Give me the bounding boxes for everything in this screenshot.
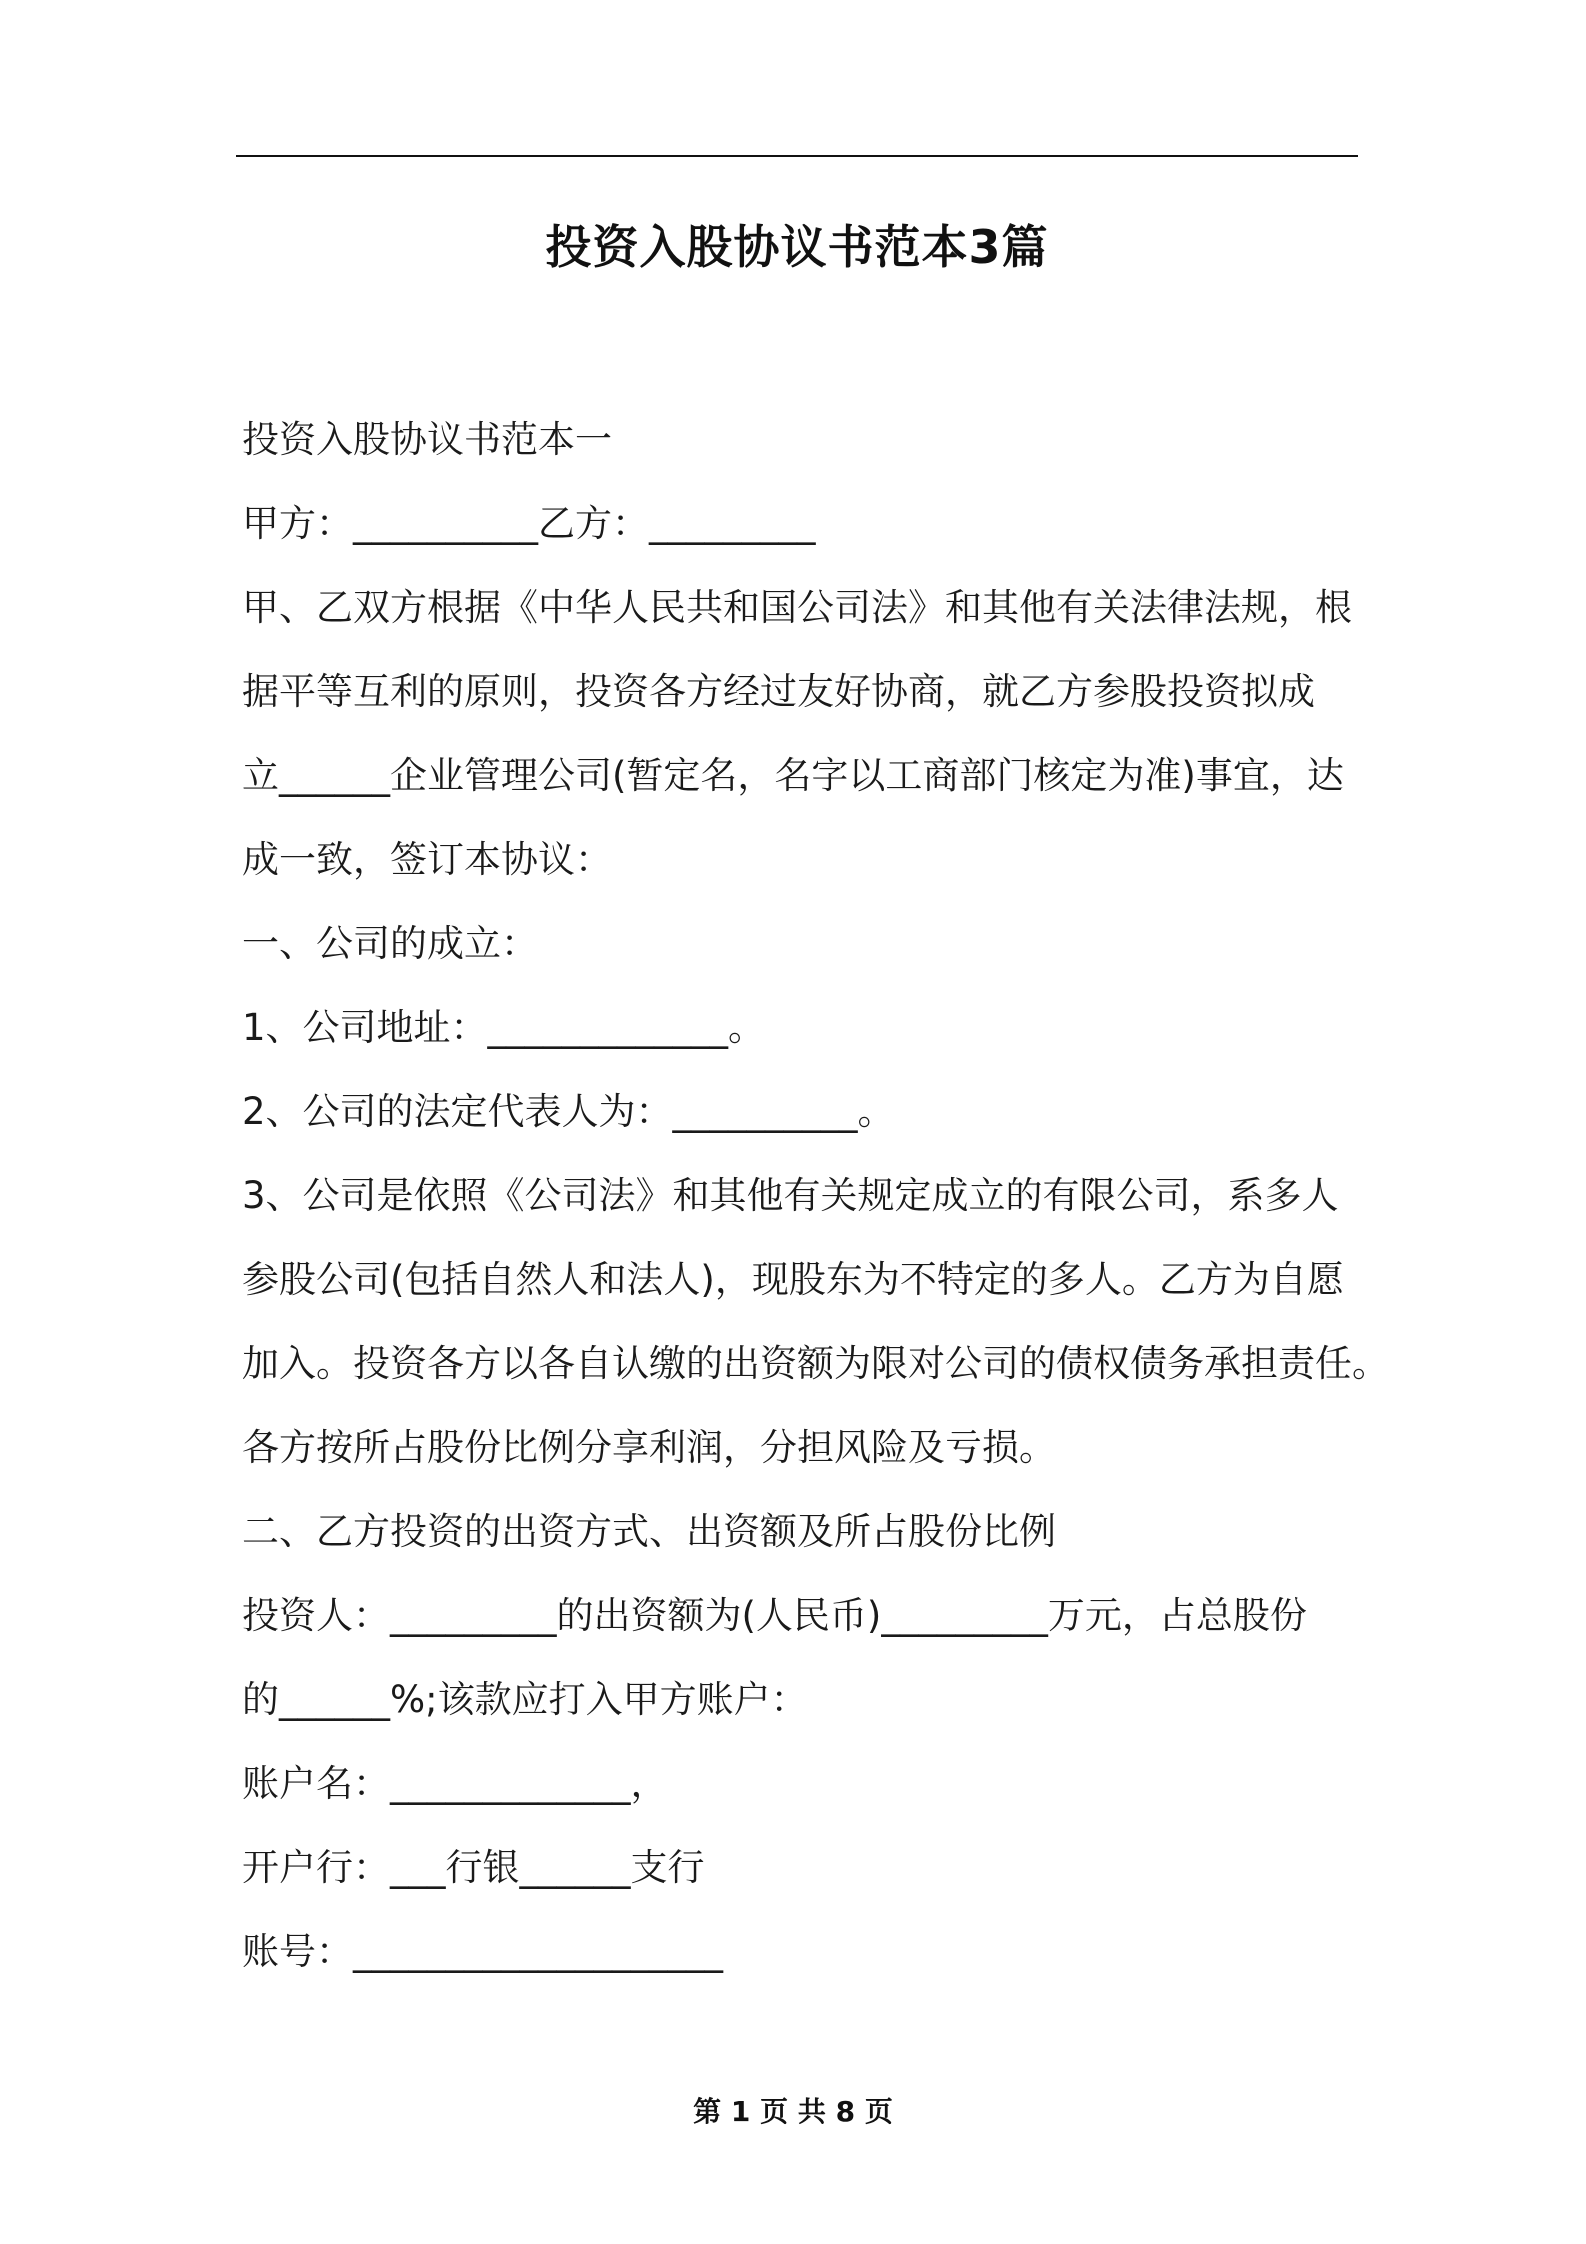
investor-line: 投资人：_________的出资额为(人民币)_________万元，占总股份 xyxy=(242,1594,1307,1637)
paragraph-line: 据平等互利的原则，投资各方经过友好协商，就乙方参股投资拟成 xyxy=(242,670,1315,713)
paragraph-line: 甲、乙双方根据《中华人民共和国公司法》和其他有关法律法规，根 xyxy=(242,586,1352,629)
paragraph-line: 立______企业管理公司(暂定名，名字以工商部门核定为准)事宜，达 xyxy=(242,754,1344,797)
bank-line: 开户行：___行银______支行 xyxy=(242,1846,705,1889)
clause-heading: 一、公司的成立： xyxy=(242,922,538,965)
paragraph-line: 加入。投资各方以各自认缴的出资额为限对公司的债权债务承担责任。 xyxy=(242,1342,1389,1385)
clause-item: 3、公司是依照《公司法》和其他有关规定成立的有限公司，系多人 xyxy=(242,1174,1339,1217)
document-body xyxy=(242,398,1389,1994)
clause-item: 1、公司地址：_____________。 xyxy=(242,1006,766,1049)
header-rule xyxy=(236,155,1358,157)
clause-heading: 二、乙方投资的出资方式、出资额及所占股份比例 xyxy=(242,1510,1056,1553)
clause-item: 2、公司的法定代表人为：__________。 xyxy=(242,1090,895,1133)
document-title: 投资入股协议书范本3篇 xyxy=(545,220,1049,274)
account-number-line: 账号：____________________ xyxy=(242,1930,723,1973)
section-heading: 投资入股协议书范本一 xyxy=(242,418,612,461)
investor-line: 的______%;该款应打入甲方账户： xyxy=(242,1678,808,1721)
account-name-line: 账户名：_____________， xyxy=(242,1762,668,1805)
paragraph-line: 各方按所占股份比例分享利润，分担风险及亏损。 xyxy=(242,1426,1056,1469)
paragraph-line: 成一致，签订本协议： xyxy=(242,838,612,881)
paragraph-line: 参股公司(包括自然人和法人)，现股东为不特定的多人。乙方为自愿 xyxy=(242,1258,1344,1301)
parties-line: 甲方：__________乙方：_________ xyxy=(242,502,816,545)
page-number-footer: 第 1 页 共 8 页 xyxy=(693,2095,893,2128)
